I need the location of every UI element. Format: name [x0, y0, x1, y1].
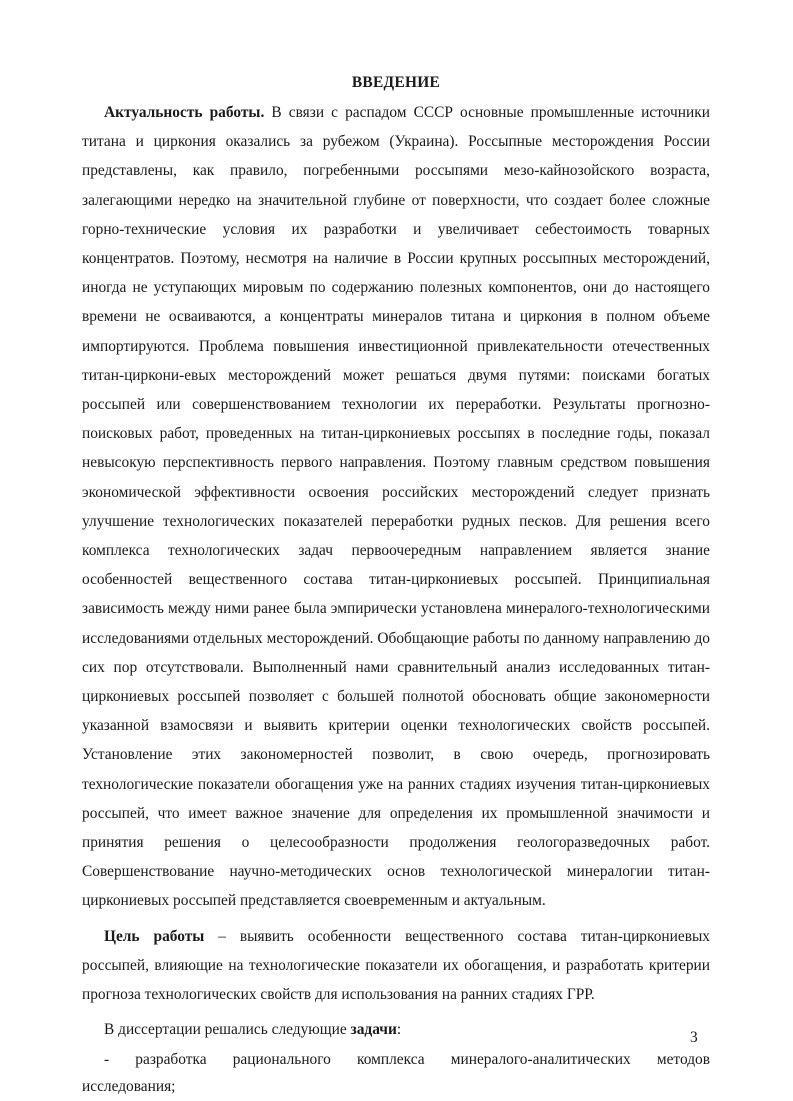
relevance-text: В связи с распадом СССР основные промышленные источники титана и циркония оказались за рубежом (Украина). Россыпные месторождения России представлены, как правило, погребенными россыпями мезо-кайнозойского возраста, залегающими нередко на значительной глубине от поверхности, что создает более сложные горно-технические условия их разработки и увеличивает себестоимость товарных концентратов. Поэтому, несмотря на наличие в России крупных россыпных месторождений, иногда не уступающих мировым по содержанию полезных компонентов, они до настоящего времени не осваиваются, а концентраты минералов титана и циркония в полном объеме импортируются. Проблема повышения инвестиционной привлекательности отечественных титан-циркони-евых месторождений может решаться двумя путями: поисками богатых россыпей или совершенствованием технологии их переработки. Результаты прогнозно-поисковых работ, проведенных на титан-циркониевых россыпях в последние годы, показал невысокую перспективность первого направления. Поэтому главным средством повышения экономической эффективности освоения российских месторождений следует признать улучшение технологических показателей переработки рудных песков. Для решения всего комплекса технологических задач первоочередным направлением является знание особенностей вещественного состава титан-циркониевых россыпей. Принципиальная зависимость между ними ранее была эмпирически установлена минералого-технологическими исследованиями отдельных месторождений. Обобщающие работы по данному направлению до сих пор отсутствовали. Выполненный нами сравнительный анализ исследованных титан-циркониевых россыпей позволяет с большей полнотой обосновать общие закономерности указанной взамосвязи и выявить критерии оценки технологических свойств россыпей. Установление этих закономерностей позволит, в свою очередь, прогнозировать технологические показатели обогащения уже на ранних стадиях изучения титан-циркониевых россыпей, что имеет важное значение для определения их промышленной значимости и принятия решения о целесообразности продолжения геологоразведочных работ. Совершенствование научно-методических основ технологической минералогии титан-циркониевых россыпей представляется своевременным и актуальным.: [82, 104, 710, 910]
task-item-continuation: [82, 1072, 710, 1101]
task-item: [82, 1045, 710, 1074]
relevance-paragraph: [82, 98, 710, 916]
tasks-intro-text: В диссертации решались следующие: [104, 1021, 351, 1039]
goal-paragraph: [82, 922, 710, 1010]
relevance-label: Актуальность работы.: [104, 104, 265, 121]
document-body: [82, 72, 710, 1101]
tasks-intro-paragraph: [82, 1015, 710, 1044]
page-title: ВВЕДЕНИЕ: [351, 74, 441, 91]
goal-text: – выявить особенности вещественного состава титан-циркониевых россыпей, влияющие на технологические показатели их обогащения, и разработать критерии прогноза технологических свойств для использования на ранних стадиях ГРР.: [82, 927, 710, 1004]
task-item-tail: исследования;: [82, 1077, 176, 1095]
tasks-intro-suffix: :: [396, 1021, 402, 1039]
goal-label: Цель работы: [104, 927, 205, 945]
page-number: 3: [690, 1029, 698, 1046]
tasks-label: задачи: [350, 1021, 397, 1039]
task-item-head: - разработка рационального комплекса минералого-аналитических методов: [104, 1050, 710, 1068]
